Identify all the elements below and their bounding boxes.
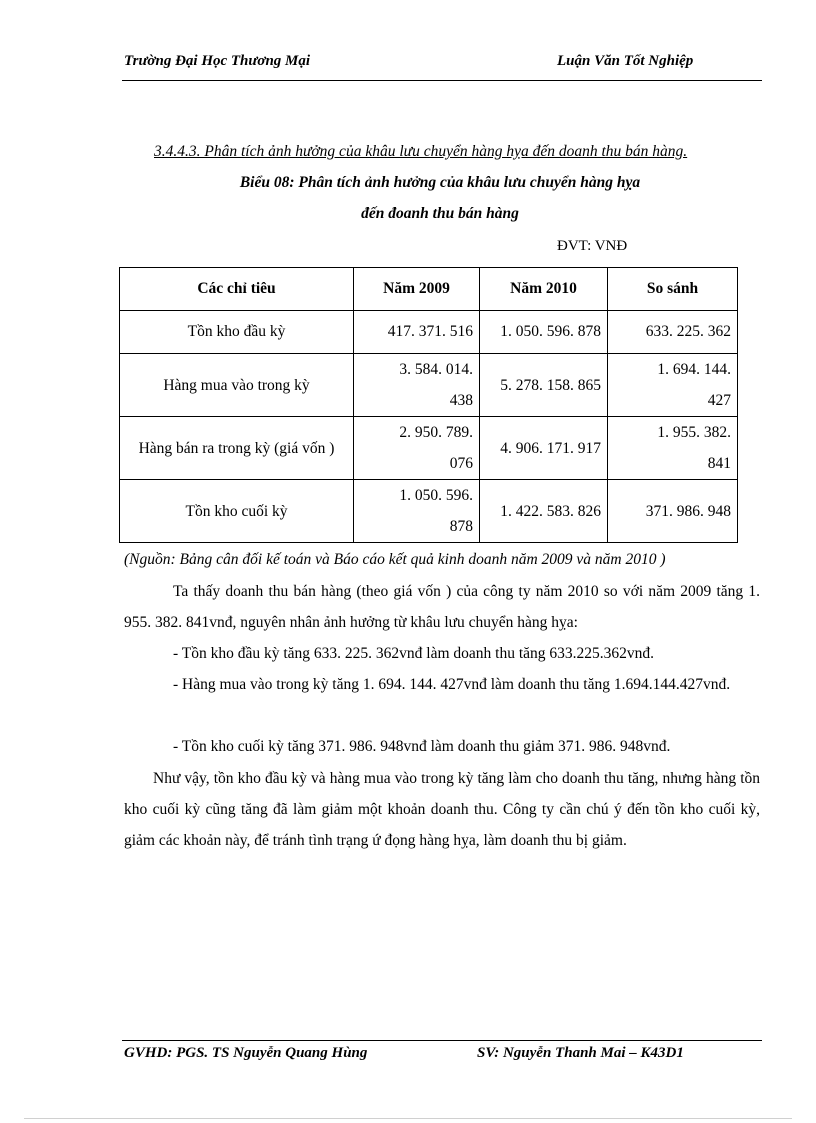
cell-compare bbox=[608, 417, 738, 480]
col-header-compare: So sánh bbox=[608, 268, 738, 311]
bullet-closing-stock: - Tồn kho cuối kỳ tăng 371. 986. 948vnđ làm doanh thu giảm 371. 986. 948vnđ. bbox=[173, 738, 671, 755]
cell-compare-line1: 1. 694. 144. bbox=[657, 361, 731, 378]
row-label: Tồn kho đầu kỳ bbox=[120, 311, 354, 354]
paragraph-summary: Ta thấy doanh thu bán hàng (theo giá vốn ) của công ty năm 2010 so với năm 2009 tăng 1. 955. 382. 841vnđ, nguyên nhân ảnh hưởng từ khâu lưu chuyển hàng hỵa: bbox=[124, 583, 760, 631]
page-edge-line bbox=[24, 1118, 792, 1119]
cell-2009-line1: 3. 584. 014. bbox=[399, 361, 473, 378]
section-title: 3.4.4.3. Phân tích ảnh hưởng của khâu lưu chuyển hàng hỵa đến doanh thu bán hàng. bbox=[154, 143, 688, 160]
cell-2009-line1: 1. 050. 596. bbox=[399, 487, 473, 504]
col-header-2010: Năm 2010 bbox=[480, 268, 608, 311]
bullet-opening-stock: - Tồn kho đầu kỳ tăng 633. 225. 362vnđ làm doanh thu tăng 633.225.362vnđ. bbox=[173, 645, 655, 662]
table-row bbox=[120, 354, 738, 417]
cell-2009-line2: 438 bbox=[449, 392, 473, 409]
unit-label: ĐVT: VNĐ bbox=[557, 238, 628, 254]
footer-rule bbox=[122, 1040, 762, 1041]
cell-compare: 371. 986. 948 bbox=[608, 480, 738, 543]
cell-2009 bbox=[354, 417, 480, 480]
cell-2010: 1. 422. 583. 826 bbox=[480, 480, 608, 543]
cell-2009-line2: 878 bbox=[449, 518, 473, 535]
cell-compare-line2: 841 bbox=[707, 455, 731, 472]
cell-2009 bbox=[354, 354, 480, 417]
table-row bbox=[120, 417, 738, 480]
cell-2009: 417. 371. 516 bbox=[354, 311, 480, 354]
table-row bbox=[120, 480, 738, 543]
paragraph-conclusion: Như vậy, tồn kho đầu kỳ và hàng mua vào trong kỳ tăng làm cho doanh thu tăng, nhưng hàng tồn kho cuối kỳ cũng tăng đã làm giảm một khoản doanh thu. Công ty cần chú ý đến tồn kho cuối kỳ, giảm các khoản này, để tránh tình trạng ứ đọng hàng hỵa, làm doanh thu bị giảm. bbox=[124, 770, 760, 849]
cell-compare-line2: 427 bbox=[707, 392, 731, 409]
table-row bbox=[120, 311, 738, 354]
cell-2010: 1. 050. 596. 878 bbox=[480, 311, 608, 354]
header-thesis: Luận Văn Tốt Nghiệp bbox=[557, 53, 694, 69]
table-caption-line2: đến đoanh thu bán hàng bbox=[361, 205, 519, 222]
cell-2010: 4. 906. 171. 917 bbox=[480, 417, 608, 480]
cell-2009 bbox=[354, 480, 480, 543]
table-source-note: (Nguồn: Bảng cân đối kế toán và Báo cáo kết quả kinh doanh năm 2009 và năm 2010 ) bbox=[124, 551, 666, 568]
footer-student: SV: Nguyễn Thanh Mai – K43D1 bbox=[477, 1045, 684, 1061]
cell-2009-line1: 2. 950. 789. bbox=[399, 424, 473, 441]
header-school: Trường Đại Học Thương Mại bbox=[124, 53, 311, 69]
cell-2009-line2: 076 bbox=[449, 455, 473, 472]
row-label: Hàng mua vào trong kỳ bbox=[120, 354, 354, 417]
table-caption-line1: Biểu 08: Phân tích ảnh hưởng của khâu lưu chuyển hàng hỵa bbox=[239, 174, 641, 191]
table-header-row bbox=[120, 268, 738, 311]
footer-supervisor: GVHD: PGS. TS Nguyễn Quang Hùng bbox=[124, 1045, 368, 1061]
cell-compare: 633. 225. 362 bbox=[608, 311, 738, 354]
row-label: Tồn kho cuối kỳ bbox=[120, 480, 354, 543]
cell-compare bbox=[608, 354, 738, 417]
col-header-indicator: Các chỉ tiêu bbox=[120, 268, 354, 311]
bullet-purchases: - Hàng mua vào trong kỳ tăng 1. 694. 144. 427vnđ làm doanh thu tăng 1.694.144.427vnđ. bbox=[173, 676, 731, 693]
row-label: Hàng bán ra trong kỳ (giá vốn ) bbox=[120, 417, 354, 480]
analysis-table bbox=[119, 267, 738, 543]
cell-2010: 5. 278. 158. 865 bbox=[480, 354, 608, 417]
header-rule bbox=[122, 80, 762, 81]
col-header-2009: Năm 2009 bbox=[354, 268, 480, 311]
cell-compare-line1: 1. 955. 382. bbox=[657, 424, 731, 441]
